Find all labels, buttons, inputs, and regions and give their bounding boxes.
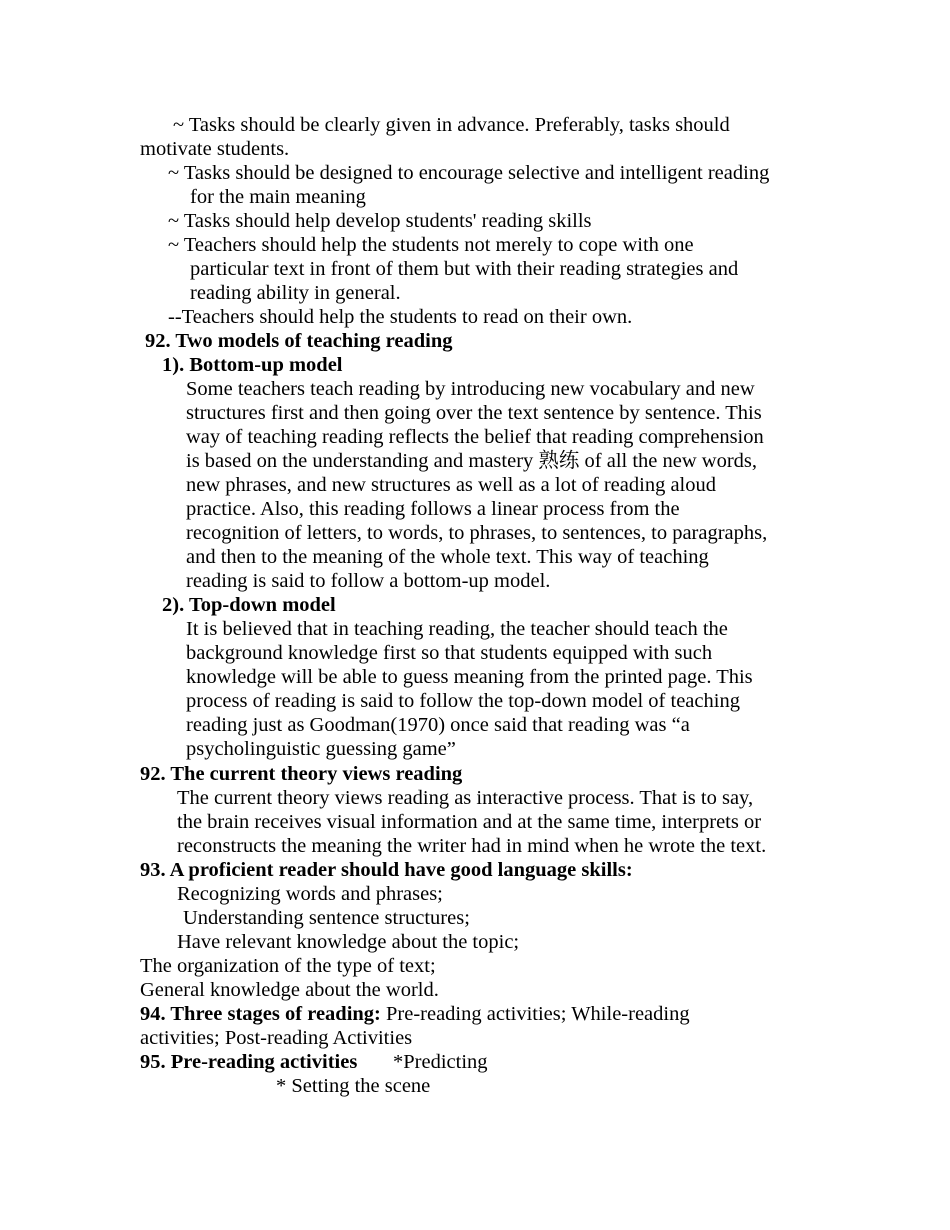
section-text: Pre-reading activities; While-reading bbox=[380, 1003, 690, 1025]
section-text: activities; Post-reading Activities bbox=[140, 1027, 413, 1049]
task-line: --Teachers should help the students to read on their own. bbox=[168, 306, 633, 328]
paragraph-line: the brain receives visual information and at the same time, interprets or bbox=[177, 811, 762, 833]
paragraph-line: psycholinguistic guessing game” bbox=[186, 738, 456, 760]
paragraph-line: recognition of letters, to words, to phrases, to sentences, to paragraphs, bbox=[186, 522, 768, 544]
paragraph-line: It is believed that in teaching reading, the teacher should teach the bbox=[186, 618, 728, 640]
paragraph-line: and then to the meaning of the whole text. This way of teaching bbox=[186, 546, 709, 568]
paragraph-line: structures first and then going over the text sentence by sentence. This bbox=[186, 402, 762, 424]
section-94-line bbox=[140, 1002, 690, 1026]
section-heading: 92. Two models of teaching reading bbox=[145, 330, 453, 352]
list-item: * Setting the scene bbox=[276, 1075, 431, 1097]
task-line: particular text in front of them but with their reading strategies and bbox=[190, 258, 739, 280]
paragraph-line: The current theory views reading as interactive process. That is to say, bbox=[177, 787, 754, 809]
task-line: for the main meaning bbox=[190, 186, 366, 208]
task-line: ~ Teachers should help the students not merely to cope with one bbox=[168, 234, 694, 256]
list-item: Have relevant knowledge about the topic; bbox=[177, 931, 520, 953]
list-item: Recognizing words and phrases; bbox=[177, 883, 443, 905]
paragraph-line: new phrases, and new structures as well as a lot of reading aloud bbox=[186, 474, 716, 496]
task-line: ~ Tasks should be clearly given in advance. Preferably, tasks should bbox=[173, 114, 730, 136]
section-heading: 93. A proficient reader should have good language skills: bbox=[140, 859, 633, 881]
task-line: ~ Tasks should be designed to encourage selective and intelligent reading bbox=[168, 162, 770, 184]
list-item: *Predicting bbox=[393, 1051, 488, 1073]
task-line: motivate students. bbox=[140, 138, 290, 160]
paragraph-line: reconstructs the meaning the writer had in mind when he wrote the text. bbox=[177, 835, 767, 857]
subsection-heading: 1). Bottom-up model bbox=[162, 354, 343, 376]
paragraph-line: reading is said to follow a bottom-up model. bbox=[186, 570, 551, 592]
list-item: General knowledge about the world. bbox=[140, 979, 439, 1001]
task-line: reading ability in general. bbox=[190, 282, 401, 304]
list-item: Understanding sentence structures; bbox=[183, 907, 470, 929]
paragraph-line: Some teachers teach reading by introducing new vocabulary and new bbox=[186, 378, 755, 400]
paragraph-line: way of teaching reading reflects the belief that reading comprehension bbox=[186, 426, 764, 448]
paragraph-line: knowledge will be able to guess meaning from the printed page. This bbox=[186, 666, 753, 688]
section-heading: 94. Three stages of reading: bbox=[140, 1003, 381, 1025]
subsection-heading: 2). Top-down model bbox=[162, 594, 336, 616]
section-heading: 95. Pre-reading activities bbox=[140, 1051, 358, 1073]
paragraph-line: is based on the understanding and mastery 熟练 of all the new words, bbox=[186, 450, 758, 472]
list-item: The organization of the type of text; bbox=[140, 955, 436, 977]
paragraph-line: practice. Also, this reading follows a linear process from the bbox=[186, 498, 680, 520]
section-heading: 92. The current theory views reading bbox=[140, 763, 463, 785]
paragraph-line: reading just as Goodman(1970) once said that reading was “a bbox=[186, 714, 690, 736]
task-line: ~ Tasks should help develop students' reading skills bbox=[168, 210, 592, 232]
paragraph-line: background knowledge first so that students equipped with such bbox=[186, 642, 713, 664]
paragraph-line: process of reading is said to follow the top-down model of teaching bbox=[186, 690, 740, 712]
